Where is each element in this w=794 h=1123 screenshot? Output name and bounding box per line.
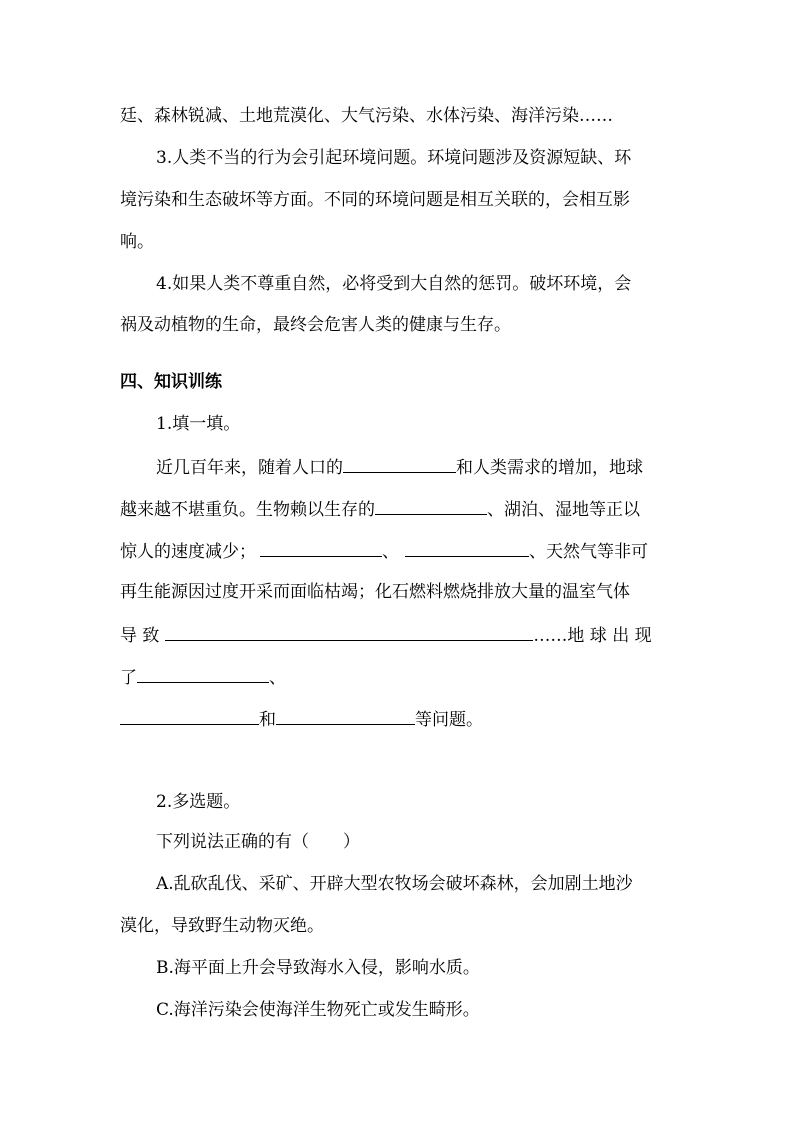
blank-population[interactable] — [343, 454, 456, 473]
blank-problem-1[interactable] — [137, 664, 269, 683]
fill-text: 和人类需求的增加，地球 — [456, 458, 643, 478]
paragraph-3-line-2: 境污染和生态破坏等方面。不同的环境问题是相互关联的，会相互影 — [120, 190, 630, 210]
paragraph-3-line-3: 响。 — [120, 232, 154, 252]
paragraph-4-line-2: 祸及动植物的生命，最终会危害人类的健康与生存。 — [120, 315, 511, 335]
fill-text: 、天然气等非可 — [529, 542, 648, 562]
question-2-title: 2.多选题。 — [156, 792, 241, 812]
fill-text: 、 — [269, 668, 286, 688]
blank-greenhouse-effect[interactable] — [165, 622, 533, 641]
option-c: C.海洋污染会使海洋生物死亡或发生畸形。 — [156, 1000, 480, 1020]
paragraph-4-line-1: 4.如果人类不尊重自然，必将受到大自然的惩罚。破坏环境，会 — [156, 274, 632, 294]
fill-text: 、湖泊、湿地等正以 — [487, 500, 640, 520]
fill-text: 惊人的速度减少； — [120, 542, 256, 562]
fill-text: 等问题。 — [415, 710, 483, 730]
question-1-title: 1.填一填。 — [156, 414, 241, 434]
option-a-line-2: 漠化，导致野生动物灭绝。 — [120, 916, 324, 936]
fill-line-3 — [120, 538, 648, 564]
option-b: B.海平面上升会导致海水入侵，影响水质。 — [156, 958, 480, 978]
fill-line-2 — [120, 496, 640, 522]
fill-text: 、 — [382, 542, 399, 562]
fill-line-1 — [156, 454, 643, 480]
section-heading: 四、知识训练 — [120, 372, 222, 392]
blank-habitat[interactable] — [375, 496, 487, 515]
paragraph-3-line-1: 3.人类不当的行为会引起环境问题。环境问题涉及资源短缺、环 — [156, 148, 632, 168]
blank-resource-1[interactable] — [260, 538, 382, 557]
fill-text: 和 — [259, 710, 276, 730]
fill-line-6 — [120, 664, 286, 690]
fill-line-7 — [120, 706, 483, 732]
text-line: 廷、森林锐减、土地荒漠化、大气污染、水体污染、海洋污染…… — [120, 106, 613, 126]
blank-problem-2[interactable] — [120, 706, 259, 725]
blank-resource-2[interactable] — [405, 538, 529, 557]
fill-line-5 — [120, 622, 652, 648]
fill-text: 近几百年来，随着人口的 — [156, 458, 343, 478]
fill-text: ……地 球 出 现 — [533, 626, 652, 646]
fill-line-4: 再生能源因过度开采而面临枯竭；化石燃料燃烧排放大量的温室气体 — [120, 582, 630, 602]
fill-text: 越来越不堪重负。生物赖以生存的 — [120, 500, 375, 520]
option-a-line-1: A.乱砍乱伐、采矿、开辟大型农牧场会破坏森林，会加剧土地沙 — [156, 874, 633, 894]
question-2-stem: 下列说法正确的有（ ） — [156, 832, 360, 852]
fill-text: 导 致 — [120, 626, 160, 646]
fill-text: 了 — [120, 668, 137, 688]
blank-problem-3[interactable] — [276, 706, 415, 725]
